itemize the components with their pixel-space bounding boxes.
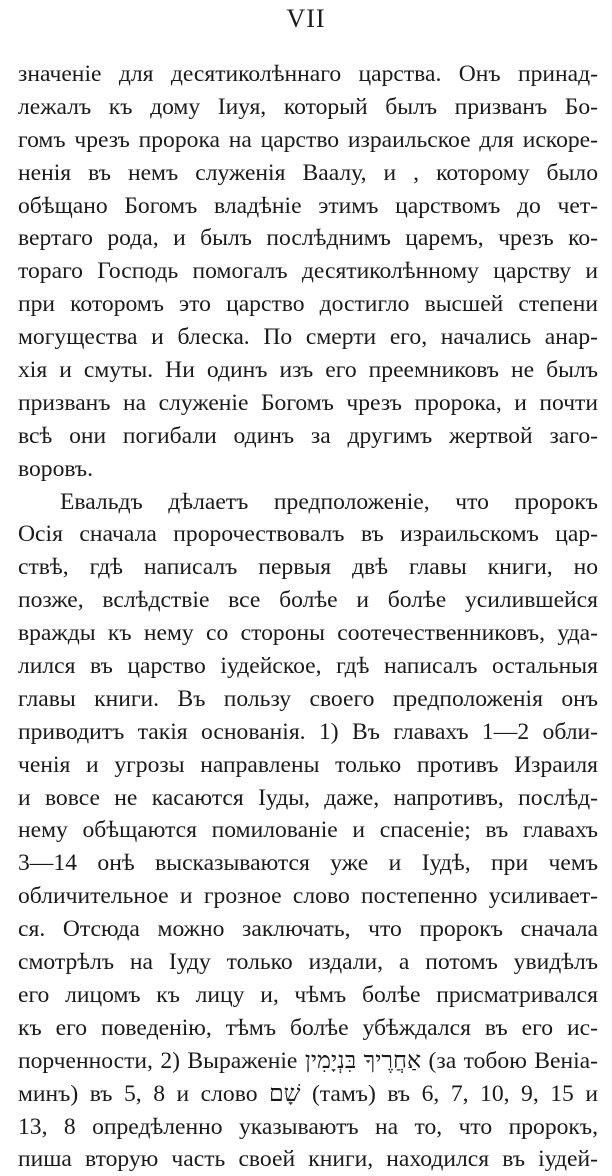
text-line: вражды къ нему со стороны соотечественниковъ, уда- bbox=[18, 620, 598, 647]
paragraph-end-line: воровъ. bbox=[18, 455, 94, 482]
text-line: всѣ они погибали одинъ за другимъ жертвой заго- bbox=[18, 422, 598, 449]
text-line: значеніе для десятиколѣннаго царства. Онъ принад- bbox=[18, 61, 598, 87]
text-line: нему обѣщаются помилованіе и спасеніе; въ главахъ bbox=[18, 817, 598, 844]
text-line: позже, вслѣдствіе все болѣе и болѣе усилившейся bbox=[18, 587, 598, 614]
text-line: ся. Отсюда можно заключать, что пророкъ сначала bbox=[18, 916, 598, 943]
page-number: VII bbox=[286, 4, 326, 33]
text-line: его лицомъ къ лицу и, чѣмъ болѣе присматривался bbox=[18, 981, 598, 1008]
text-line: Осія сначала пророчествовалъ въ израильскомъ цар- bbox=[18, 521, 598, 548]
text-line: ненія въ немъ служенія Ваалу, и , которому было bbox=[18, 159, 598, 186]
text-line: вертаго рода, и былъ послѣднимъ царемъ, чрезъ ко- bbox=[18, 225, 598, 252]
text-line: къ его поведенію, тѣмъ болѣе убѣждался въ его ис- bbox=[18, 1014, 598, 1041]
text-line: смотрѣлъ на Іуду только издали, а потомъ увидѣлъ bbox=[18, 949, 598, 976]
body-text bbox=[18, 58, 598, 1176]
text-line: приводитъ такія основанія. 1) Въ главахъ 1—2 обли- bbox=[18, 718, 598, 745]
text-line: обѣщано Богомъ владѣніе этимъ царствомъ до чет- bbox=[18, 192, 598, 219]
text-line: при которомъ это царство достигло высшей степени bbox=[18, 291, 598, 318]
text-line: обличительное и грозное слово постепенно усиливает- bbox=[18, 883, 598, 910]
text-line: тораго Господь помогалъ десятиколѣнному царству и bbox=[18, 258, 598, 285]
text-line: ченія и угрозы направлены только противъ Израиля bbox=[18, 751, 598, 778]
text-line: главы книги. Въ пользу своего предположенія онъ bbox=[18, 685, 598, 712]
paragraph-start-line: Евальдъ дѣлаетъ предположеніе, что пророкъ bbox=[60, 488, 598, 515]
text-line: ствѣ, гдѣ написалъ первыя двѣ главы книги, но bbox=[18, 554, 598, 581]
text-line: пиша вторую часть своей книги, находился въ іудей- bbox=[18, 1146, 598, 1173]
text-line: лился въ царство іудейское, гдѣ написалъ остальныя bbox=[18, 653, 598, 680]
text-line: и вовсе не касаются Іуды, даже, напротивъ, послѣд- bbox=[18, 784, 598, 811]
text-line-hebrew: минъ) въ 5, 8 и слово שָׁם (тамъ) въ 6, 7, 10, 9, 15 и bbox=[18, 1080, 598, 1107]
text-line: могущества и блеска. По смерти его, начались анар- bbox=[18, 324, 598, 351]
text-line: гомъ чрезъ пророка на царство израильское для искоре- bbox=[18, 126, 598, 153]
text-line: хія и смуты. Ни одинъ изъ его преемниковъ не былъ bbox=[18, 357, 598, 384]
text-line: призванъ на служеніе Богомъ чрезъ пророка, и почти bbox=[18, 389, 598, 416]
text-line-hebrew: порченности, 2) Выраженіе אַחֲרֶיךָ בִּנְיָמִין (за тобою Веніа- bbox=[18, 1047, 598, 1074]
text-line: 3—14 онѣ высказываются уже и Іудѣ, при чемъ bbox=[18, 850, 598, 877]
text-line: 13, 8 опредѣленно указываютъ на то, что пророкъ, bbox=[18, 1113, 598, 1140]
text-line: лежалъ къ дому Іиуя, который былъ призванъ Бо- bbox=[18, 93, 598, 120]
